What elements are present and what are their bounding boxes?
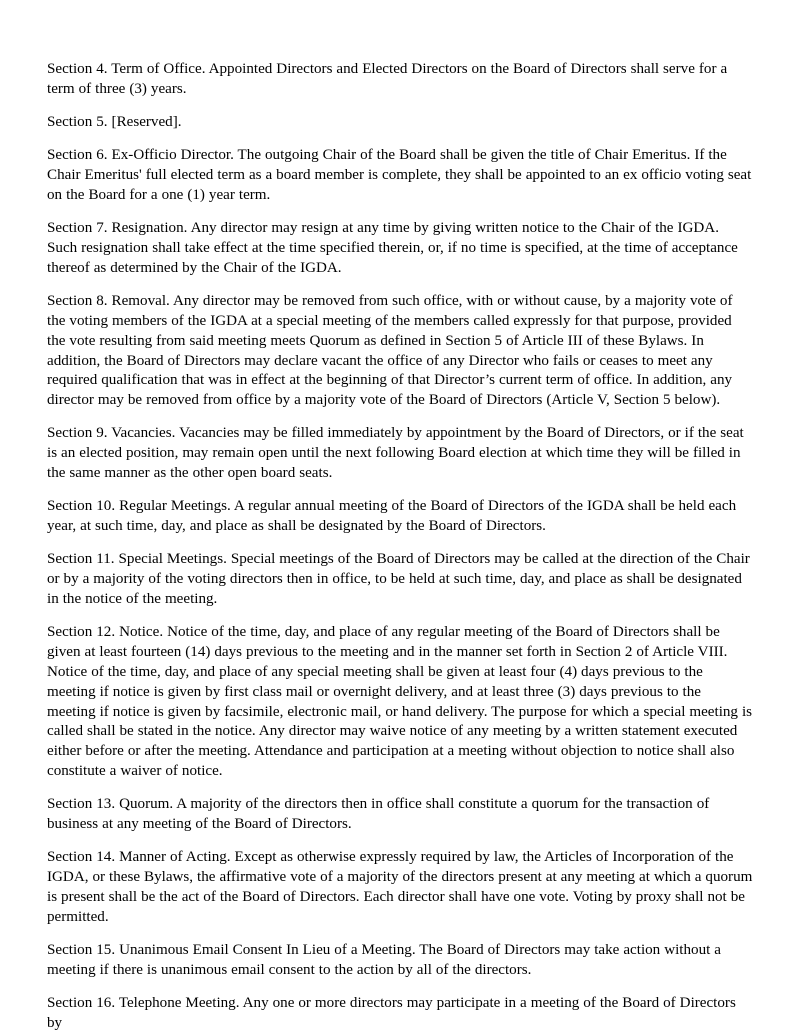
paragraph-section-11: Section 11. Special Meetings. Special meetings of the Board of Directors may be called at the direction of the Chair or by a majority of the voting directors then in office, to be held at such time, day, and place as shall be designated in the notice of the meeting.	[47, 551, 750, 608]
paragraph-section-14: Section 14. Manner of Acting. Except as otherwise expressly required by law, the Articles of Incorporation of the IGDA, or these Bylaws, the affirmative vote of a majority of the directors present at any meeting at which a quorum is present shall be the act of the Board of Directors. Each director shall have one vote. Voting by proxy shall not be permitted.	[47, 849, 753, 925]
paragraph-section-5: Section 5. [Reserved].	[47, 114, 182, 131]
paragraph-section-16: Section 16. Telephone Meeting. Any one or more directors may participate in a meeting of the Board of Directors by	[47, 995, 736, 1031]
paragraph-section-15: Section 15. Unanimous Email Consent In Lieu of a Meeting. The Board of Directors may take action without a meeting if there is unanimous email consent to the action by all of the directors.	[47, 941, 721, 978]
paragraph-section-12: Section 12. Notice. Notice of the time, day, and place of any regular meeting of the Board of Directors shall be given at least fourteen (14) days previous to the meeting and in the manner set forth in Section 2 of Article VIII. Notice of the time, day, and place of any special meeting shall be given at least four (4) days previous to the meeting if notice is given by first class mail or overnight delivery, and at least three (3) days previous to the meeting if notice is given by facsimile, electronic mail, or hand delivery. The purpose for which a special meeting is called shall be stated in the notice. Any director may waive notice of any meeting by a written statement executed either before or after the meeting. Attendance and participation at a meeting without objection to notice shall also constitute a waiver of notice.	[47, 624, 753, 779]
paragraph-section-9: Section 9. Vacancies. Vacancies may be filled immediately by appointment by the Board of Directors, or if the seat is an elected position, may remain open until the next following Board election at which time they will be filled in the same manner as the other open board seats.	[47, 425, 744, 482]
document-body	[47, 60, 753, 1034]
paragraph-section-6: Section 6. Ex-Officio Director. The outgoing Chair of the Board shall be given the title of Chair Emeritus. If the Chair Emeritus' full elected term as a board member is complete, they shall be appointed to an ex officio voting seat on the Board for a one (1) year term.	[47, 147, 752, 203]
paragraph-section-10: Section 10. Regular Meetings. A regular annual meeting of the Board of Directors of the IGDA shall be held each year, at such time, day, and place as shall be designated by the Board of Directors.	[47, 498, 737, 535]
paragraph-section-13: Section 13. Quorum. A majority of the directors then in office shall constitute a quorum for the transaction of business at any meeting of the Board of Directors.	[47, 796, 710, 832]
paragraph-section-4: Section 4. Term of Office. Appointed Directors and Elected Directors on the Board of Directors shall serve for a term of three (3) years.	[47, 61, 728, 97]
paragraph-section-7: Section 7. Resignation. Any director may resign at any time by giving written notice to the Chair of the IGDA. Such resignation shall take effect at the time specified therein, or, if no time is specified, at the time of acceptance thereof as determined by the Chair of the IGDA.	[47, 220, 738, 276]
paragraph-section-8: Section 8. Removal. Any director may be removed from such office, with or without cause, by a majority vote of the voting members of the IGDA at a special meeting of the members called expressly for that purpose, provided the vote resulting from said meeting meets Quorum as defined in Section 5 of Article III of these Bylaws. In addition, the Board of Directors may declare vacant the office of any Director who fails or ceases to meet any required qualification that was in effect at the beginning of that Director’s current term of office. In addition, any director may be removed from office by a majority vote of the Board of Directors (Article V, Section 5 below).	[47, 293, 733, 409]
